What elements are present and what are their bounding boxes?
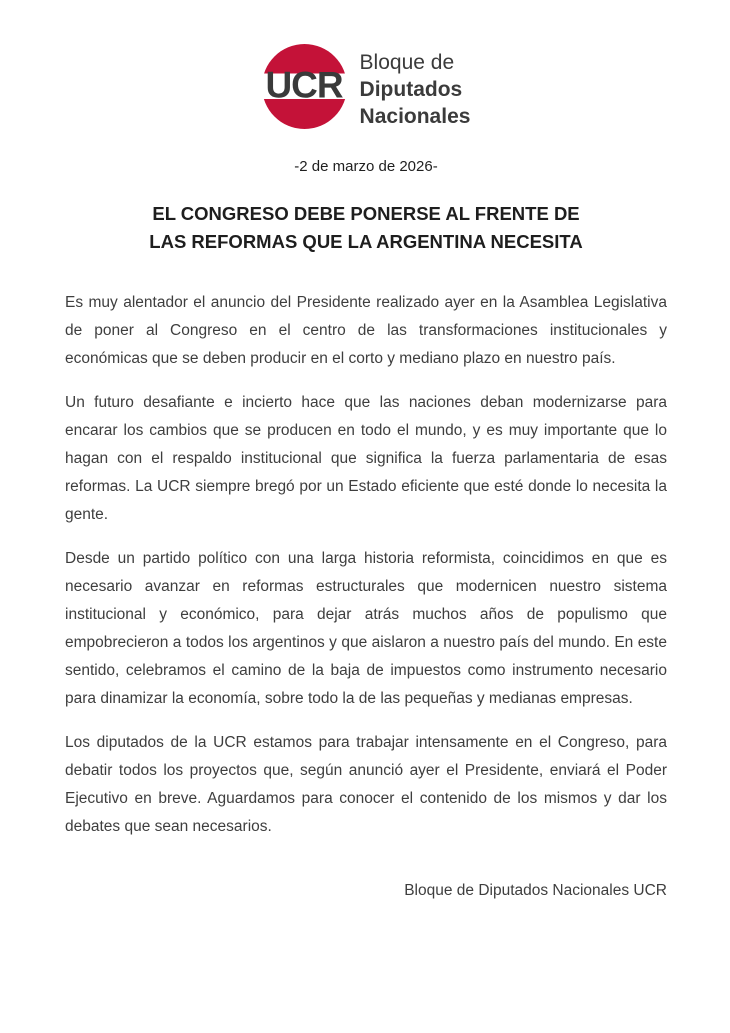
ucr-circle-logo-icon: [262, 44, 347, 129]
document-date: -2 de marzo de 2026-: [294, 158, 438, 175]
signature-line: Bloque de Diputados Nacionales UCR: [404, 882, 667, 899]
logo-ucr-text: UCR: [265, 63, 343, 105]
document-title-line-2: LAS REFORMAS QUE LA ARGENTINA NECESITA: [149, 231, 583, 252]
ucr-bloque-logo: [262, 44, 471, 130]
paragraph-4: Los diputados de la UCR estamos para trabajar intensamente en el Congreso, para debatir todos los proyectos que, según anunció ayer el Presidente, enviará el Poder Ejecutivo en breve. Aguardamos para conocer el contenido de los mismos y dar los debates que sean necesarios.: [65, 734, 667, 835]
logo-wordmark-line-3: Nacionales: [359, 105, 471, 128]
document-body: [65, 289, 667, 841]
logo-wordmark-line-1: Bloque de: [359, 51, 455, 74]
paragraph-3: Desde un partido político con una larga historia reformista, coincidimos en que es necesario avanzar en reformas estructurales que modernicen nuestro sistema institucional y económico, para dejar atrás muchos años de populismo que empobrecieron a todos los argentinos y que aislaron a nuestro país del mundo. En este sentido, celebramos el camino de la baja de impuestos como instrumento necesario para dinamizar la economía, sobre todo la de las pequeñas y medianas empresas.: [65, 550, 667, 707]
logo-wordmark-line-2: Diputados: [359, 78, 463, 101]
document-title: [65, 200, 667, 256]
document-title-line-1: EL CONGRESO DEBE PONERSE AL FRENTE DE: [152, 203, 580, 224]
document-header: [65, 44, 667, 130]
paragraph-2: Un futuro desafiante e incierto hace que las naciones deban modernizarse para encarar los cambios que se producen en todo el mundo, y es muy importante que lo hagan con el respaldo institucional que significa la fuerza parlamentaria de esas reformas. La UCR siempre bregó por un Estado eficiente que esté donde lo necesita la gente.: [65, 394, 667, 523]
paragraph-1: Es muy alentador el anuncio del Presidente realizado ayer en la Asamblea Legislativa de poner al Congreso en el centro de las transformaciones institucionales y económicas que se deben producir en el corto y mediano plazo en nuestro país.: [65, 294, 667, 367]
logo-wordmark: [360, 44, 471, 130]
